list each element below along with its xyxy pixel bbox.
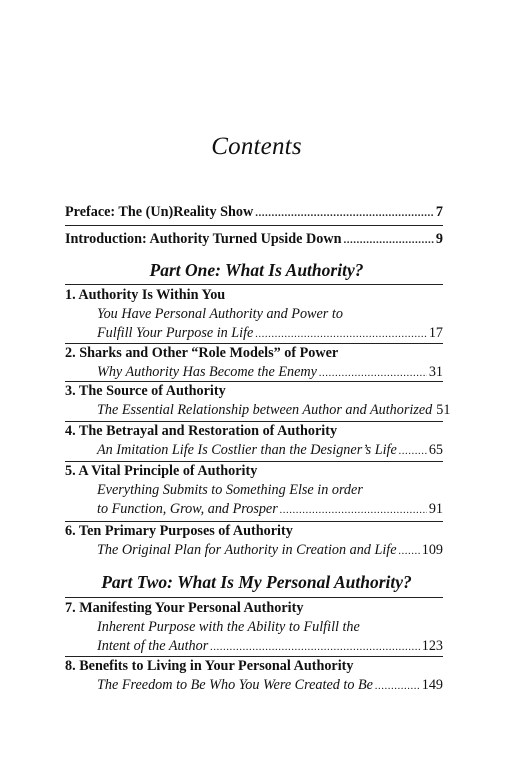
chapter-title: 5. A Vital Principle of Authority — [65, 463, 258, 479]
page-number: 17 — [428, 325, 443, 341]
leader-dots — [255, 204, 434, 223]
chapter-subtitle: The Essential Relationship between Author and Authorized — [97, 402, 433, 418]
leader-dots — [280, 501, 427, 520]
toc-chapter-4 — [65, 422, 443, 460]
leader-dots — [399, 542, 420, 561]
toc-chapter-8 — [65, 657, 443, 695]
page-number: 9 — [435, 231, 443, 247]
toc-chapter-5 — [65, 462, 443, 519]
leader-dots — [210, 638, 419, 657]
chapter-subtitle: An Imitation Life Is Costlier than the Designer’s Life — [97, 442, 397, 458]
chapter-title: 3. The Source of Authority — [65, 383, 226, 399]
chapter-title: 6. Ten Primary Purposes of Authority — [65, 523, 293, 539]
divider — [65, 284, 443, 285]
leader-dots — [399, 442, 427, 461]
toc-entry-introduction — [65, 230, 443, 249]
chapter-subtitle: Why Authority Has Become the Enemy — [97, 364, 317, 380]
page-number: 123 — [421, 638, 443, 654]
entry-label: Introduction: Authority Turned Upside Down — [65, 231, 342, 247]
chapter-subtitle: You Have Personal Authority and Power to — [97, 306, 343, 322]
chapter-subtitle: to Function, Grow, and Prosper — [97, 501, 278, 517]
toc-chapter-3 — [65, 382, 451, 420]
chapter-subtitle: The Original Plan for Authority in Creation and Life — [97, 542, 397, 558]
toc-chapter-1 — [65, 286, 443, 343]
chapter-subtitle: The Freedom to Be Who You Were Created to Be — [97, 677, 373, 693]
page-number: 7 — [435, 204, 443, 220]
page-number: 91 — [428, 501, 443, 517]
chapter-subtitle: Fulfill Your Purpose in Life — [97, 325, 254, 341]
leader-dots — [375, 677, 420, 696]
page-number: 109 — [421, 542, 443, 558]
page-number: 31 — [428, 364, 443, 380]
chapter-subtitle: Intent of the Author — [97, 638, 209, 654]
chapter-title: 7. Manifesting Your Personal Authority — [65, 600, 304, 616]
chapter-title: 4. The Betrayal and Restoration of Authority — [65, 423, 338, 439]
divider — [65, 225, 443, 226]
entry-label: Preface: The (Un)Reality Show — [65, 204, 254, 220]
toc-chapter-6 — [65, 522, 443, 560]
divider — [65, 597, 443, 598]
chapter-title: 2. Sharks and Other “Role Models” of Power — [65, 345, 339, 361]
part-heading: Part One: What Is Authority? — [149, 260, 364, 280]
leader-dots — [255, 325, 426, 344]
chapter-title: 8. Benefits to Living in Your Personal Authority — [65, 658, 354, 674]
chapter-subtitle: Everything Submits to Something Else in order — [97, 482, 363, 498]
toc-chapter-7 — [65, 599, 443, 656]
leader-dots — [343, 231, 433, 250]
page-number: 65 — [428, 442, 443, 458]
toc-entry-preface — [65, 203, 443, 222]
toc-chapter-2 — [65, 344, 443, 382]
page-number: 149 — [421, 677, 443, 693]
chapter-subtitle: Inherent Purpose with the Ability to Fulfill the — [97, 619, 360, 635]
page-number: 51 — [436, 402, 451, 418]
page-title: Contents — [211, 133, 302, 160]
part-heading: Part Two: What Is My Personal Authority? — [101, 572, 412, 592]
chapter-title: 1. Authority Is Within You — [65, 287, 226, 303]
